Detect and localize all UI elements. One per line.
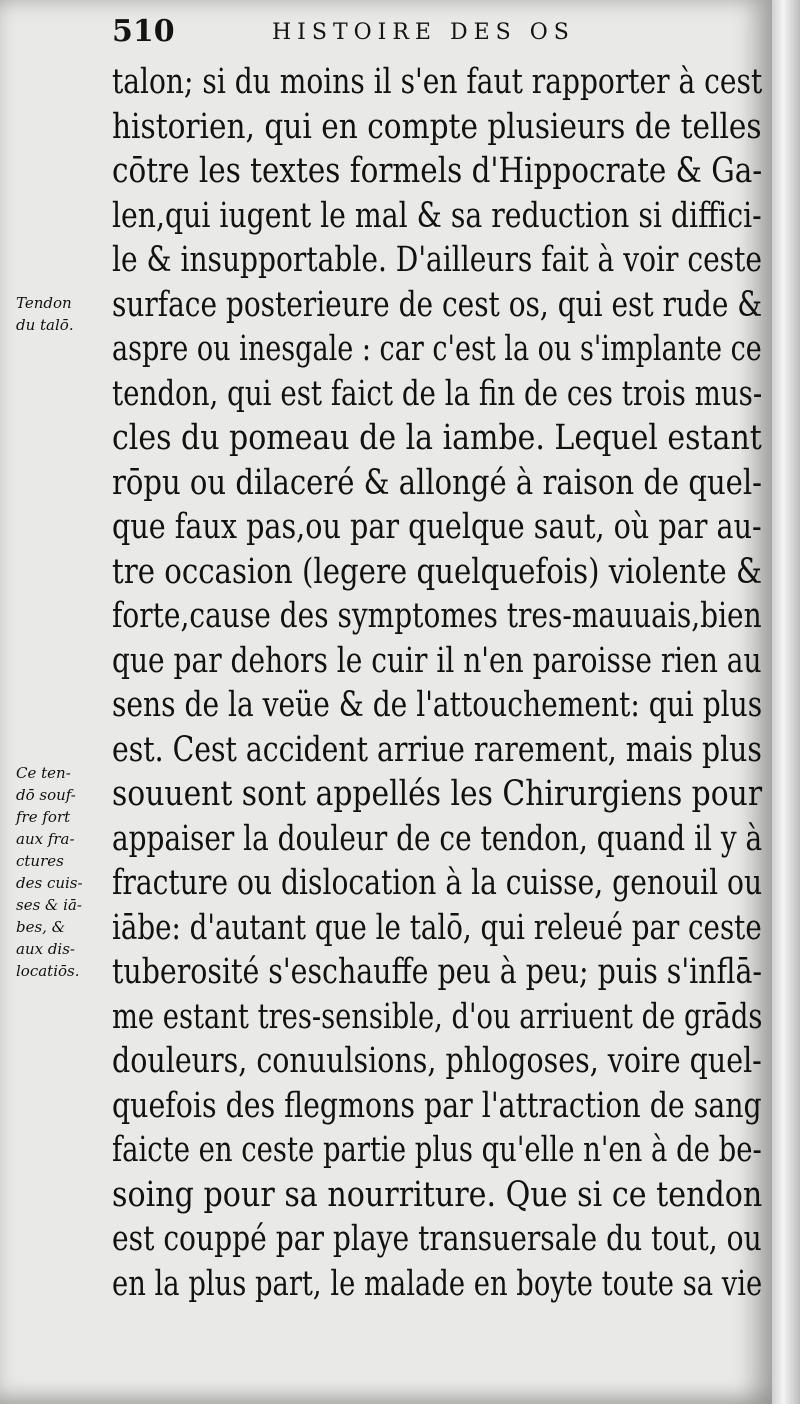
text-line: surface posterieure de cest os, qui est rude & [112, 284, 763, 325]
running-head: HISTOIRE DES OS [272, 20, 575, 45]
marginal-line: aux fra- [16, 830, 75, 848]
text-line: que faux pas,ou par quelque saut, où par au- [112, 507, 762, 547]
marginal-line: aux dis- [16, 940, 75, 958]
text-line: aspre ou inesgale : car c'est la ou s'implante ce [112, 329, 762, 369]
text-line: tuberosité s'eschauffe peu à peu; puis s'inflā- [112, 952, 763, 992]
text-line: que par dehors le cuir il n'en paroisse rien au [112, 640, 762, 681]
text-line: en la plus part, le malade en boyte toute sa vie [112, 1263, 763, 1304]
marginal-line: dō souf- [16, 786, 76, 804]
text-line: faicte en ceste partie plus qu'elle n'en à de be- [112, 1130, 762, 1170]
body-text [112, 60, 762, 1306]
text-line: tendon, qui est faict de la fin de ces trois mus- [112, 373, 763, 414]
page-edge [772, 0, 800, 1404]
marginal-line: des cuis- [16, 874, 83, 892]
text-line: rōpu ou dilaceré & allongé à raison de quel- [112, 462, 762, 503]
text-line: est couppé par playe transuersale du tout, ou [112, 1219, 762, 1259]
text-line: soing pour sa nourriture. Que si ce tendon [112, 1174, 763, 1215]
text-line: talon; si du moins il s'en faut rapporter à cest [112, 62, 763, 102]
text-line: me estant tres-sensible, d'ou arriuent de grāds [112, 996, 763, 1037]
marginal-line: du talō. [16, 316, 74, 334]
text-line: le & insupportable. D'ailleurs fait à voir ceste [112, 240, 763, 280]
text-line: appaiser la douleur de ce tendon, quand il y à [112, 818, 763, 859]
text-line: douleurs, conuulsions, phlogoses, voire quel- [112, 1041, 762, 1081]
text-line: quefois des flegmons par l'attraction de sang [112, 1085, 762, 1126]
marginal-note-tendon [16, 292, 114, 336]
marginal-line: Tendon [16, 294, 72, 312]
marginal-line: fre fort [16, 808, 71, 826]
text-line: tre occasion (legere quelquefois) violente & [112, 551, 762, 592]
page-header [112, 14, 592, 54]
text-line: sens de la veüe & de l'attouchement: qui plus [112, 685, 763, 725]
text-line: cles du pomeau de la iambe. Lequel estant [112, 418, 762, 458]
text-line: historien, qui en compte plusieurs de telles [112, 106, 762, 147]
page-number: 510 [112, 14, 175, 49]
text-line: fracture ou dislocation à la cuisse, genouil ou [112, 863, 763, 903]
text-line: len,qui iugent le mal & sa reduction si diffici- [112, 195, 762, 236]
marginal-line: bes, & [16, 918, 66, 936]
text-line: iābe: d'autant que le talō, qui releué par ceste [112, 907, 762, 948]
marginal-line: ses & iā- [16, 896, 82, 914]
text-line: forte,cause des symptomes tres-mauuais,bien [112, 596, 762, 636]
marginal-note-fractures [16, 762, 114, 982]
text-line: est. Cest accident arriue rarement, mais plus [112, 729, 762, 770]
text-line: souuent sont appellés les Chirurgiens pour [112, 774, 763, 814]
marginal-line: locatiōs. [16, 962, 80, 980]
marginal-line: Ce ten- [16, 764, 71, 782]
text-line: cōtre les textes formels d'Hippocrate & Ga- [112, 151, 763, 191]
marginal-line: ctures [16, 852, 64, 870]
